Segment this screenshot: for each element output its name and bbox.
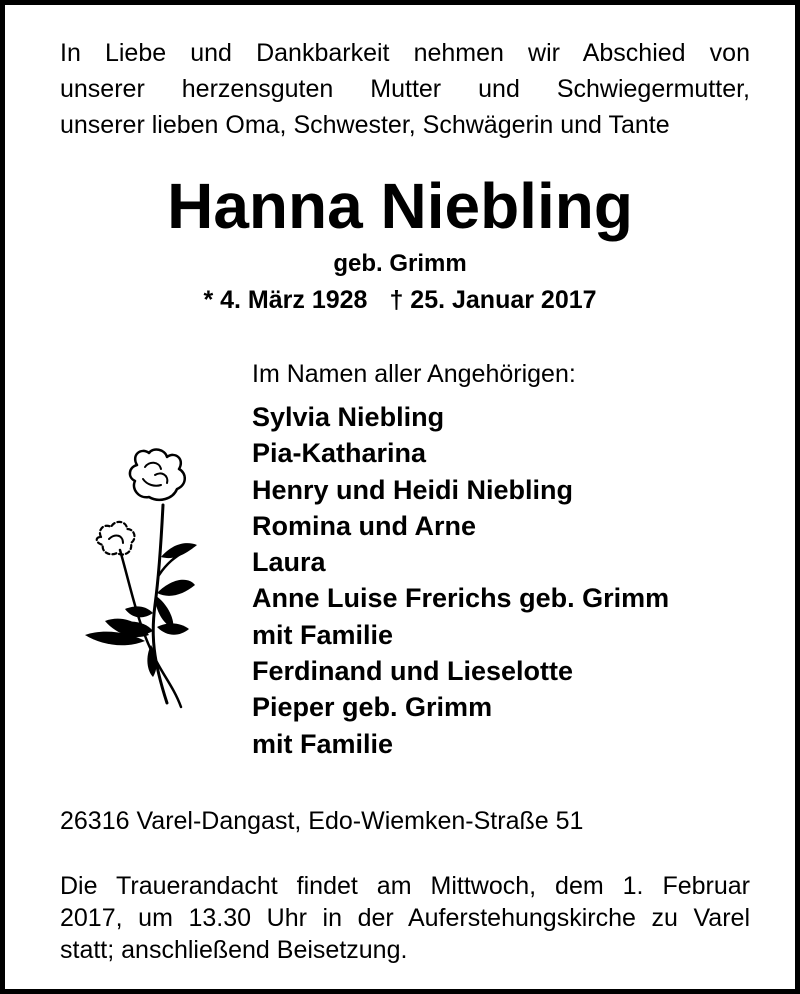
mourners-heading: Im Namen aller Angehörigen:: [252, 360, 576, 388]
mourner-name: Romina und Arne: [252, 510, 477, 541]
mourner-name: mit Familie: [252, 619, 394, 650]
deceased-name: Hanna Niebling: [167, 170, 633, 242]
mourner-name: mit Familie: [252, 728, 394, 759]
mourner-name: Anne Luise Frerichs geb. Grimm: [252, 583, 670, 614]
intro-text: [60, 35, 750, 143]
maiden-name: geb. Grimm: [333, 250, 467, 277]
rose-icon: [75, 445, 215, 715]
mourner-name: Sylvia Niebling: [252, 402, 445, 432]
life-dates: [5, 285, 795, 315]
mourner-name: Pieper geb. Grimm: [252, 692, 493, 723]
address: 26316 Varel-Dangast, Edo-Wiemken-Straße 51: [60, 807, 584, 835]
mourner-name: Henry und Heidi Niebling: [252, 474, 574, 505]
mourner-name: Ferdinand und Lieselotte: [252, 656, 574, 687]
mourner-name: Pia-Katharina: [252, 438, 427, 469]
mourner-name: Laura: [252, 547, 326, 578]
mourners-list: [252, 399, 669, 762]
service-line: statt; anschließend Beisetzung.: [60, 936, 408, 964]
death-date: † 25. Januar 2017: [389, 286, 597, 314]
service-line: 2017, um 13.30 Uhr in der Auferstehungskirche zu Varel: [60, 904, 750, 932]
birth-date: * 4. März 1928: [203, 286, 368, 314]
service-info: [60, 870, 750, 966]
intro-line: In Liebe und Dankbarkeit nehmen wir Abschied von: [60, 39, 750, 67]
intro-line: unserer lieben Oma, Schwester, Schwägerin und Tante: [60, 111, 670, 139]
intro-line: unserer herzensguten Mutter und Schwiegermutter,: [60, 75, 750, 103]
service-line: Die Trauerandacht findet am Mittwoch, dem 1. Februar: [60, 872, 750, 900]
